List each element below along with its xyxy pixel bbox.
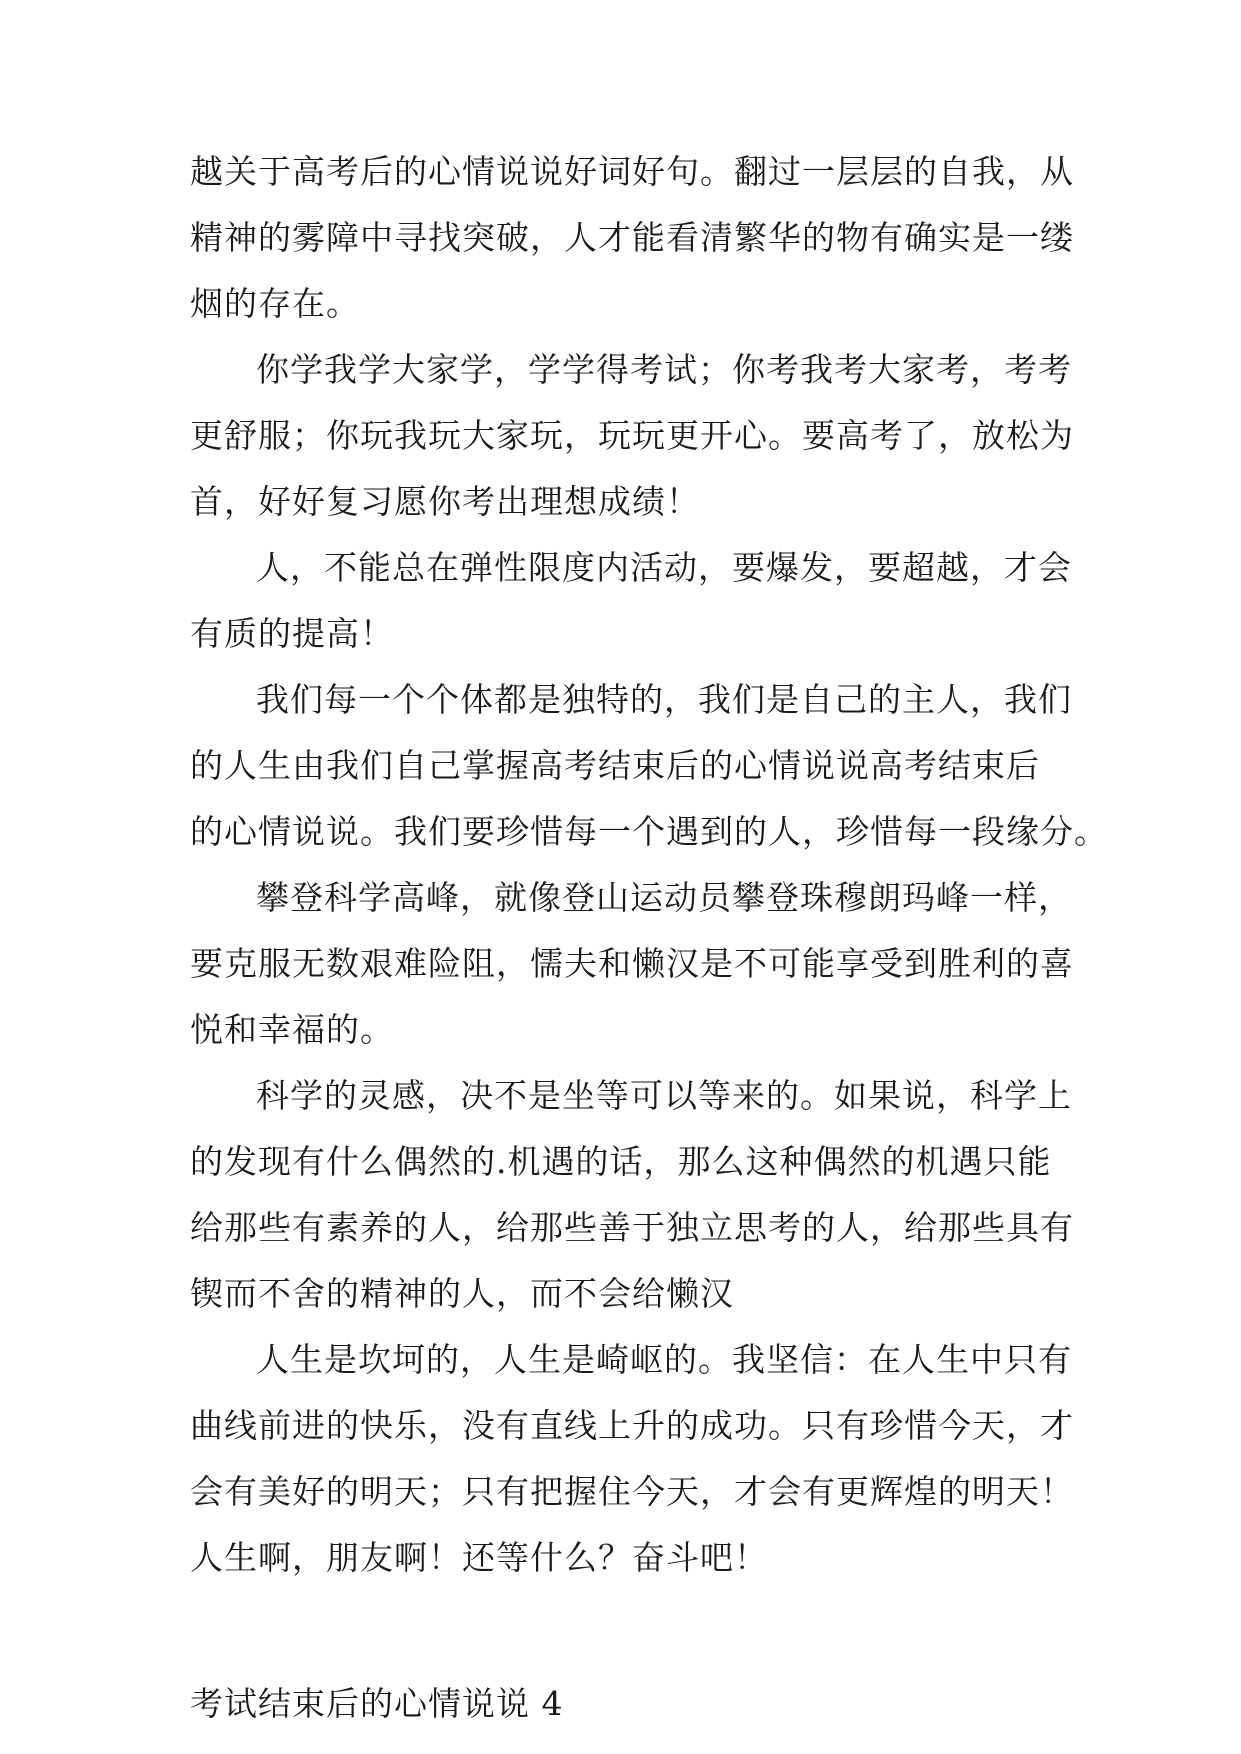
section-heading: 考试结束后的心情说说 4 <box>190 1684 564 1723</box>
paragraph-first-line: 人生是坎坷的，人生是崎岖的。我坚信：在人生中只有 <box>256 1340 1072 1379</box>
text-line: 烟的存在。 <box>190 284 360 323</box>
paragraph-first-line: 攀登科学高峰，就像登山运动员攀登珠穆朗玛峰一样， <box>256 878 1072 917</box>
text-line: 人生啊，朋友啊！还等什么？奋斗吧！ <box>190 1538 768 1577</box>
text-line: 的发现有什么偶然的.机遇的话，那么这种偶然的机遇只能 <box>190 1142 1052 1181</box>
text-line: 曲线前进的快乐，没有直线上升的成功。只有珍惜今天，才 <box>190 1406 1074 1445</box>
text-line: 锲而不舍的精神的人，而不会给懒汉 <box>190 1274 734 1313</box>
text-line: 越关于高考后的心情说说好词好句。翻过一层层的自我，从 <box>190 152 1074 191</box>
text-line: 的人生由我们自己掌握高考结束后的心情说说高考结束后 <box>190 746 1040 785</box>
text-line: 悦和幸福的。 <box>190 1010 394 1049</box>
paragraph-first-line: 你学我学大家学，学学得考试；你考我考大家考，考考 <box>256 350 1072 389</box>
text-line: 有质的提高！ <box>190 614 394 653</box>
paragraph-first-line: 科学的灵感，决不是坐等可以等来的。如果说，科学上 <box>256 1076 1072 1115</box>
text-line: 更舒服；你玩我玩大家玩，玩玩更开心。要高考了，放松为 <box>190 416 1074 455</box>
text-line: 的心情说说。我们要珍惜每一个遇到的人，珍惜每一段缘分。 <box>190 812 1108 851</box>
text-line: 要克服无数艰难险阻，懦夫和懒汉是不可能享受到胜利的喜 <box>190 944 1074 983</box>
text-line: 精神的雾障中寻找突破，人才能看清繁华的物有确实是一缕 <box>190 218 1074 257</box>
paragraph-first-line: 我们每一个个体都是独特的，我们是自己的主人，我们 <box>256 680 1072 719</box>
text-line: 首，好好复习愿你考出理想成绩！ <box>190 482 700 521</box>
text-line: 给那些有素养的人，给那些善于独立思考的人，给那些具有 <box>190 1208 1074 1247</box>
paragraph-first-line: 人，不能总在弹性限度内活动，要爆发，要超越，才会 <box>256 548 1072 587</box>
text-line: 会有美好的明天；只有把握住今天，才会有更辉煌的明天！ <box>190 1472 1074 1511</box>
